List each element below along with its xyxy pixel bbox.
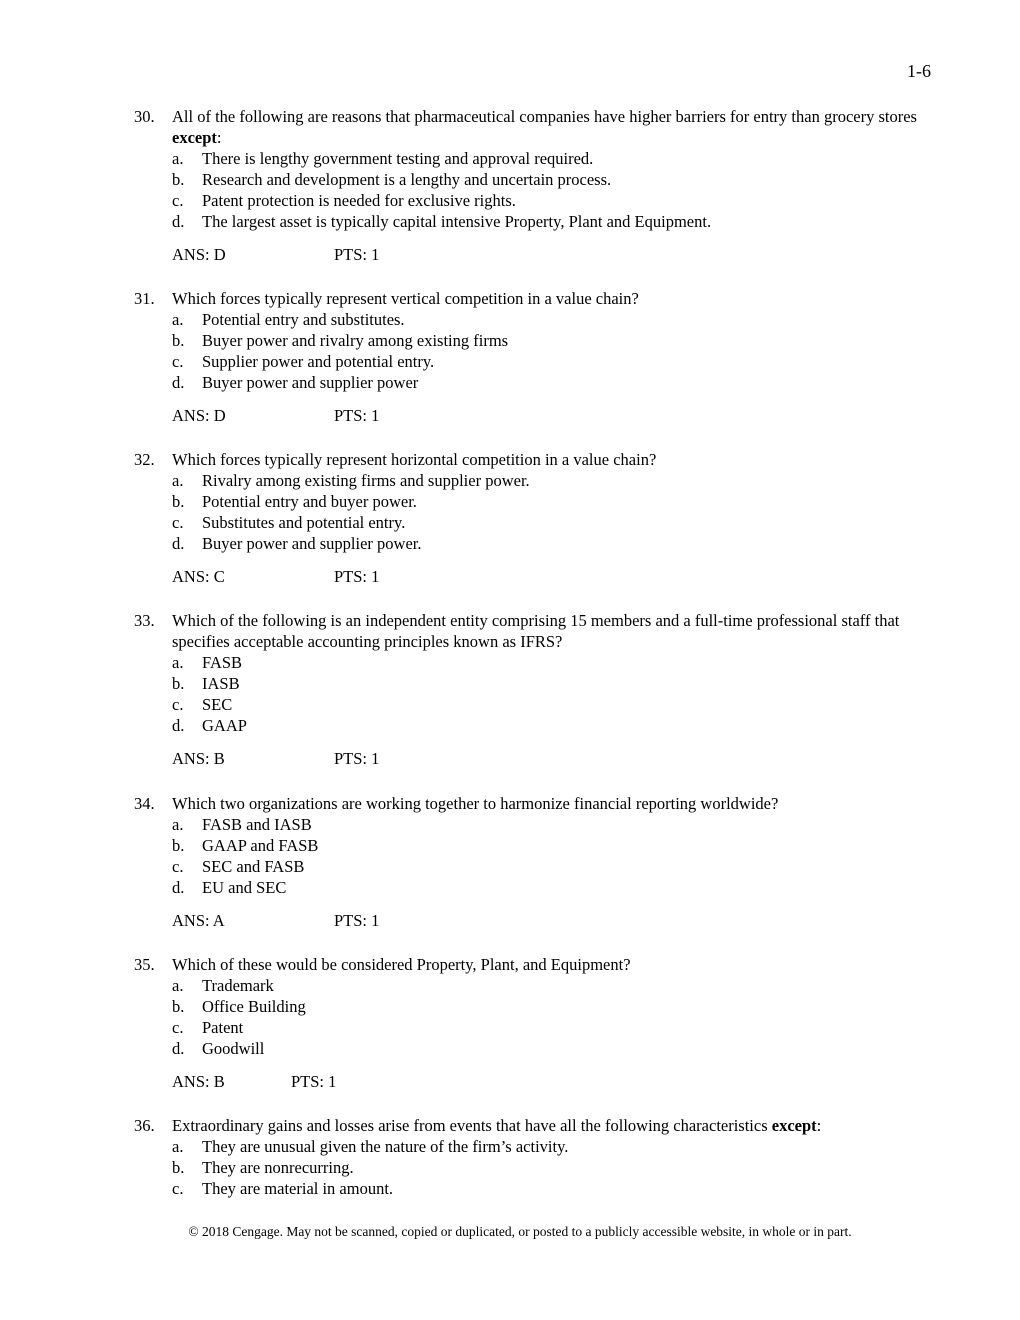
answer-line (172, 1071, 924, 1092)
question-number: 31. (134, 289, 155, 308)
answer-line (172, 405, 924, 426)
question-stem: Which forces typically represent vertical competition in a value chain? (172, 289, 639, 308)
question-number: 30. (134, 107, 155, 126)
option-c: c. SEC and FASB (172, 857, 305, 876)
option-c: c. Patent (172, 1018, 244, 1037)
question-number: 34. (134, 794, 155, 813)
question-stem: Extraordinary gains and losses arise from events that have all the following characteristics except: (172, 1116, 822, 1135)
option-a: a. Trademark (172, 976, 274, 995)
option-b: b. Research and development is a lengthy and uncertain process. (172, 170, 612, 189)
option-b: b. Office Building (172, 997, 306, 1016)
points: PTS: 1 (334, 567, 380, 586)
option-b: b. They are nonrecurring. (172, 1158, 354, 1177)
answer: ANS: D (172, 245, 226, 264)
question-stem: Which forces typically represent horizontal competition in a value chain? (172, 450, 657, 469)
copyright-footer: © 2018 Cengage. May not be scanned, copied or duplicated, or posted to a publicly accessible website, in whole or in part. (188, 1224, 852, 1239)
option-a: a. FASB (172, 653, 243, 672)
question-stem: Which of these would be considered Property, Plant, and Equipment? (172, 955, 631, 974)
option-b: b. IASB (172, 674, 240, 693)
page-number: 1-6 (907, 61, 931, 81)
answer: ANS: C (172, 567, 225, 586)
option-c: c. Substitutes and potential entry. (172, 513, 406, 532)
answer-line (172, 244, 924, 265)
question-stem: All of the following are reasons that pharmaceutical companies have higher barriers for entry than grocery stores except: (172, 107, 917, 147)
question-number: 36. (134, 1116, 155, 1135)
option-d: d. Goodwill (172, 1039, 265, 1058)
option-b: b. GAAP and FASB (172, 836, 319, 855)
points: PTS: 1 (334, 911, 380, 930)
options-list (134, 1136, 924, 1199)
points: PTS: 1 (334, 245, 380, 264)
option-a: a. They are unusual given the nature of the firm’s activity. (172, 1137, 569, 1156)
question-36 (134, 1115, 924, 1199)
answer: ANS: B (172, 749, 225, 768)
option-a: a. Rivalry among existing firms and supplier power. (172, 471, 530, 490)
option-d: d. EU and SEC (172, 878, 287, 897)
question-30 (134, 106, 924, 265)
answer-line (172, 748, 924, 769)
question-number: 35. (134, 955, 155, 974)
options-list (134, 652, 924, 736)
question-33 (134, 610, 924, 769)
answer: ANS: A (172, 911, 225, 930)
options-list (134, 975, 924, 1059)
emphasis: except (172, 128, 217, 147)
question-stem: Which of the following is an independent entity comprising 15 members and a full-time professional staff that specifies acceptable accounting principles known as IFRS? (172, 611, 900, 651)
options-list (134, 148, 924, 232)
option-a: a. There is lengthy government testing and approval required. (172, 149, 594, 168)
question-stem: Which two organizations are working together to harmonize financial reporting worldwide? (172, 794, 779, 813)
emphasis: except (771, 1116, 817, 1135)
option-b: b. Potential entry and buyer power. (172, 492, 417, 511)
option-d: d. The largest asset is typically capital intensive Property, Plant and Equipment. (172, 212, 712, 231)
option-a: a. Potential entry and substitutes. (172, 310, 405, 329)
option-c: c. SEC (172, 695, 233, 714)
answer: ANS: B (172, 1072, 225, 1091)
question-32 (134, 449, 924, 587)
question-31 (134, 288, 924, 426)
option-d: d. Buyer power and supplier power (172, 373, 419, 392)
answer-line (172, 566, 924, 587)
points: PTS: 1 (334, 406, 380, 425)
option-c: c. They are material in amount. (172, 1179, 394, 1198)
answer: ANS: D (172, 406, 226, 425)
question-number: 32. (134, 450, 155, 469)
question-number: 33. (134, 611, 155, 630)
question-34 (134, 793, 924, 931)
options-list (134, 309, 924, 393)
option-a: a. FASB and IASB (172, 815, 312, 834)
answer-line (172, 910, 924, 931)
points: PTS: 1 (334, 749, 380, 768)
option-c: c. Patent protection is needed for exclusive rights. (172, 191, 516, 210)
question-35 (134, 954, 924, 1092)
option-c: c. Supplier power and potential entry. (172, 352, 435, 371)
option-d: d. GAAP (172, 716, 247, 735)
option-d: d. Buyer power and supplier power. (172, 534, 422, 553)
options-list (134, 470, 924, 554)
points: PTS: 1 (291, 1072, 337, 1091)
option-b: b. Buyer power and rivalry among existing firms (172, 331, 509, 350)
options-list (134, 814, 924, 898)
